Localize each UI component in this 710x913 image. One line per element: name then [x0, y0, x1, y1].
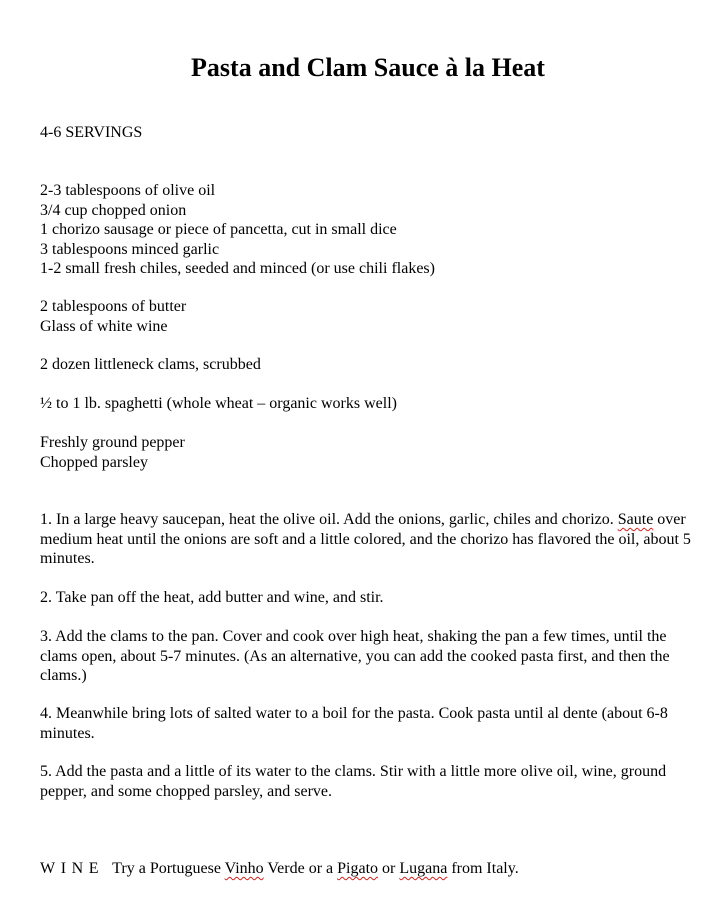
spellcheck-flagged-word: Saute [617, 511, 654, 528]
ingredient-line: Glass of white wine [40, 317, 168, 335]
ingredient-line: Chopped parsley [40, 453, 148, 471]
spellcheck-flagged-word: Vinho [224, 860, 264, 877]
wine-pairing [40, 859, 519, 879]
ingredient-line: 2 tablespoons of butter [40, 298, 187, 315]
spellcheck-flagged-word: Pigato [337, 860, 379, 877]
ingredient-line: 1 chorizo sausage or piece of pancetta, cut in small dice [40, 221, 397, 238]
wine-text: from Italy. [447, 860, 519, 877]
ingredient-line: ½ to 1 lb. spaghetti (whole wheat – organic works well) [40, 395, 397, 412]
ingredient-line: 2 dozen littleneck clams, scrubbed [40, 356, 261, 373]
spellcheck-flagged-word: Lugana [399, 860, 448, 877]
wine-text: Verde or a [263, 860, 338, 877]
step-5: 5. Add the pasta and a little of its water to the clams. Stir with a little more olive oil, wine, ground pepper, and some chopped parsley, and serve. [40, 763, 667, 800]
step-2: 2. Take pan off the heat, add butter and wine, and stir. [40, 589, 384, 606]
wine-text: Try a Portuguese [112, 860, 225, 877]
servings: 4-6 SERVINGS [40, 124, 143, 141]
ingredient-line: 2-3 tablespoons of olive oil [40, 182, 216, 199]
ingredient-line: 1-2 small fresh chiles, seeded and minced (or use chili flakes) [40, 260, 435, 277]
step-3: 3. Add the clams to the pan. Cover and cook over high heat, shaking the pan a few times, until the clams open, about 5-7 minutes. (As an alternative, you can add the cooked pasta first, and then the clams.) [40, 628, 670, 684]
recipe-title: Pasta and Clam Sauce à la Heat [191, 53, 545, 82]
wine-label: WINE [40, 860, 105, 877]
ingredient-line: 3/4 cup chopped onion [40, 201, 187, 219]
step-1 [40, 510, 692, 569]
ingredient-line: Freshly ground pepper [40, 434, 185, 451]
wine-text: or [378, 860, 400, 877]
step-1-rest: over medium heat until the onions are soft and a little colored, and the chorizo has flavored the oil, about 5 minutes. [40, 511, 691, 567]
step-1-lead: 1. In a large heavy saucepan, heat the olive oil. Add the onions, garlic, chiles and chorizo. [40, 511, 618, 528]
step-4: 4. Meanwhile bring lots of salted water to a boil for the pasta. Cook pasta until al dente (about 6-8 minutes. [40, 705, 668, 742]
ingredient-line: 3 tablespoons minced garlic [40, 240, 220, 258]
